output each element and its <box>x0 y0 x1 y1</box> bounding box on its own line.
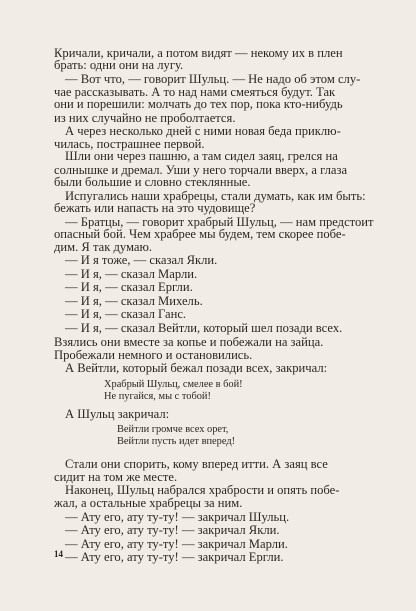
text-line: Взялись они вместе за копье и побежали на зайца. <box>54 335 324 349</box>
text-line: — Ату его, ату ту-ту! — закричал Якли. <box>65 523 280 537</box>
text-line: — И я тоже, — сказал Якли. <box>65 253 218 267</box>
text-line: были большие и словно стеклянные. <box>54 175 251 189</box>
text-line: чилась, пострашнее первой. <box>54 137 205 151</box>
text-line: Наконец, Шульц набрался храбрости и опять побе- <box>65 483 340 497</box>
text-line: — И я, — сказал Ергли. <box>65 280 193 294</box>
verse-line: Вейтли громче всех орет, <box>117 424 229 435</box>
verse-line: Не пугайся, мы с тобой! <box>104 391 211 402</box>
text-line: А через несколько дней с ними новая беда приклю- <box>65 124 341 138</box>
text-line: А Шульц закричал: <box>65 407 170 421</box>
text-line: — Братцы, — говорит храбрый Шульц, — нам предстоит <box>65 215 374 229</box>
text-line: — Вот что, — говорит Шульц. — Не надо об этом слу- <box>65 72 361 86</box>
text-line: Пробежали немного и остановились. <box>54 348 253 362</box>
page-number: 14 <box>54 549 63 559</box>
text-line: из них случайно не проболтается. <box>54 111 236 125</box>
text-line: — Ату его, ату ту-ту! — закричал Марли. <box>65 537 288 551</box>
text-line: — И я, — сказал Ганс. <box>65 307 187 321</box>
text-line: сидит на том же месте. <box>54 470 178 484</box>
text-line: — Ату его, ату ту-ту! — закричал Шульц. <box>65 510 290 524</box>
text-line: А Вейтли, который бежал позади всех, закричал: <box>65 361 328 375</box>
verse-line: Храбрый Шульц, смелее в бой! <box>104 379 243 390</box>
text-line: Шли они через пашню, а там сидел заяц, грелся на <box>65 149 338 163</box>
text-line: — И я, — сказал Марли. <box>65 267 198 281</box>
text-line: дим. Я так думаю. <box>54 240 153 254</box>
text-line: чае рассказывать. А то над нами смеяться будут. Так <box>54 85 336 99</box>
text-line: — И я, — сказал Михель. <box>65 294 203 308</box>
text-line: — И я, — сказал Вейтли, который шел позади всех. <box>65 321 343 335</box>
text-line: они и порешили: молчать до тех пор, пока кто-нибудь <box>54 97 343 111</box>
text-line: — Ату его, ату ту-ту! — закричал Ергли. <box>65 550 284 564</box>
text-line: бежать или напасть на это чудовище? <box>54 201 256 215</box>
text-line: Кричали, кричали, а потом видят — некому их в плен <box>54 46 343 60</box>
verse-line: Вейтли пусть идет вперед! <box>117 436 236 447</box>
text-line: опасный бой. Чем храбрее мы будем, тем скорее побе- <box>54 227 346 241</box>
text-line: Испугались наши храбрецы, стали думать, как им быть: <box>65 189 366 203</box>
text-line: брать: одни они на лугу. <box>54 58 184 72</box>
text-line: солнышке и дремал. Уши у него торчали вверх, а глаза <box>54 163 348 177</box>
text-line: Стали они спорить, кому вперед итти. А заяц все <box>65 457 328 471</box>
text-line: жал, а остальные храбрецы за ним. <box>54 496 243 510</box>
